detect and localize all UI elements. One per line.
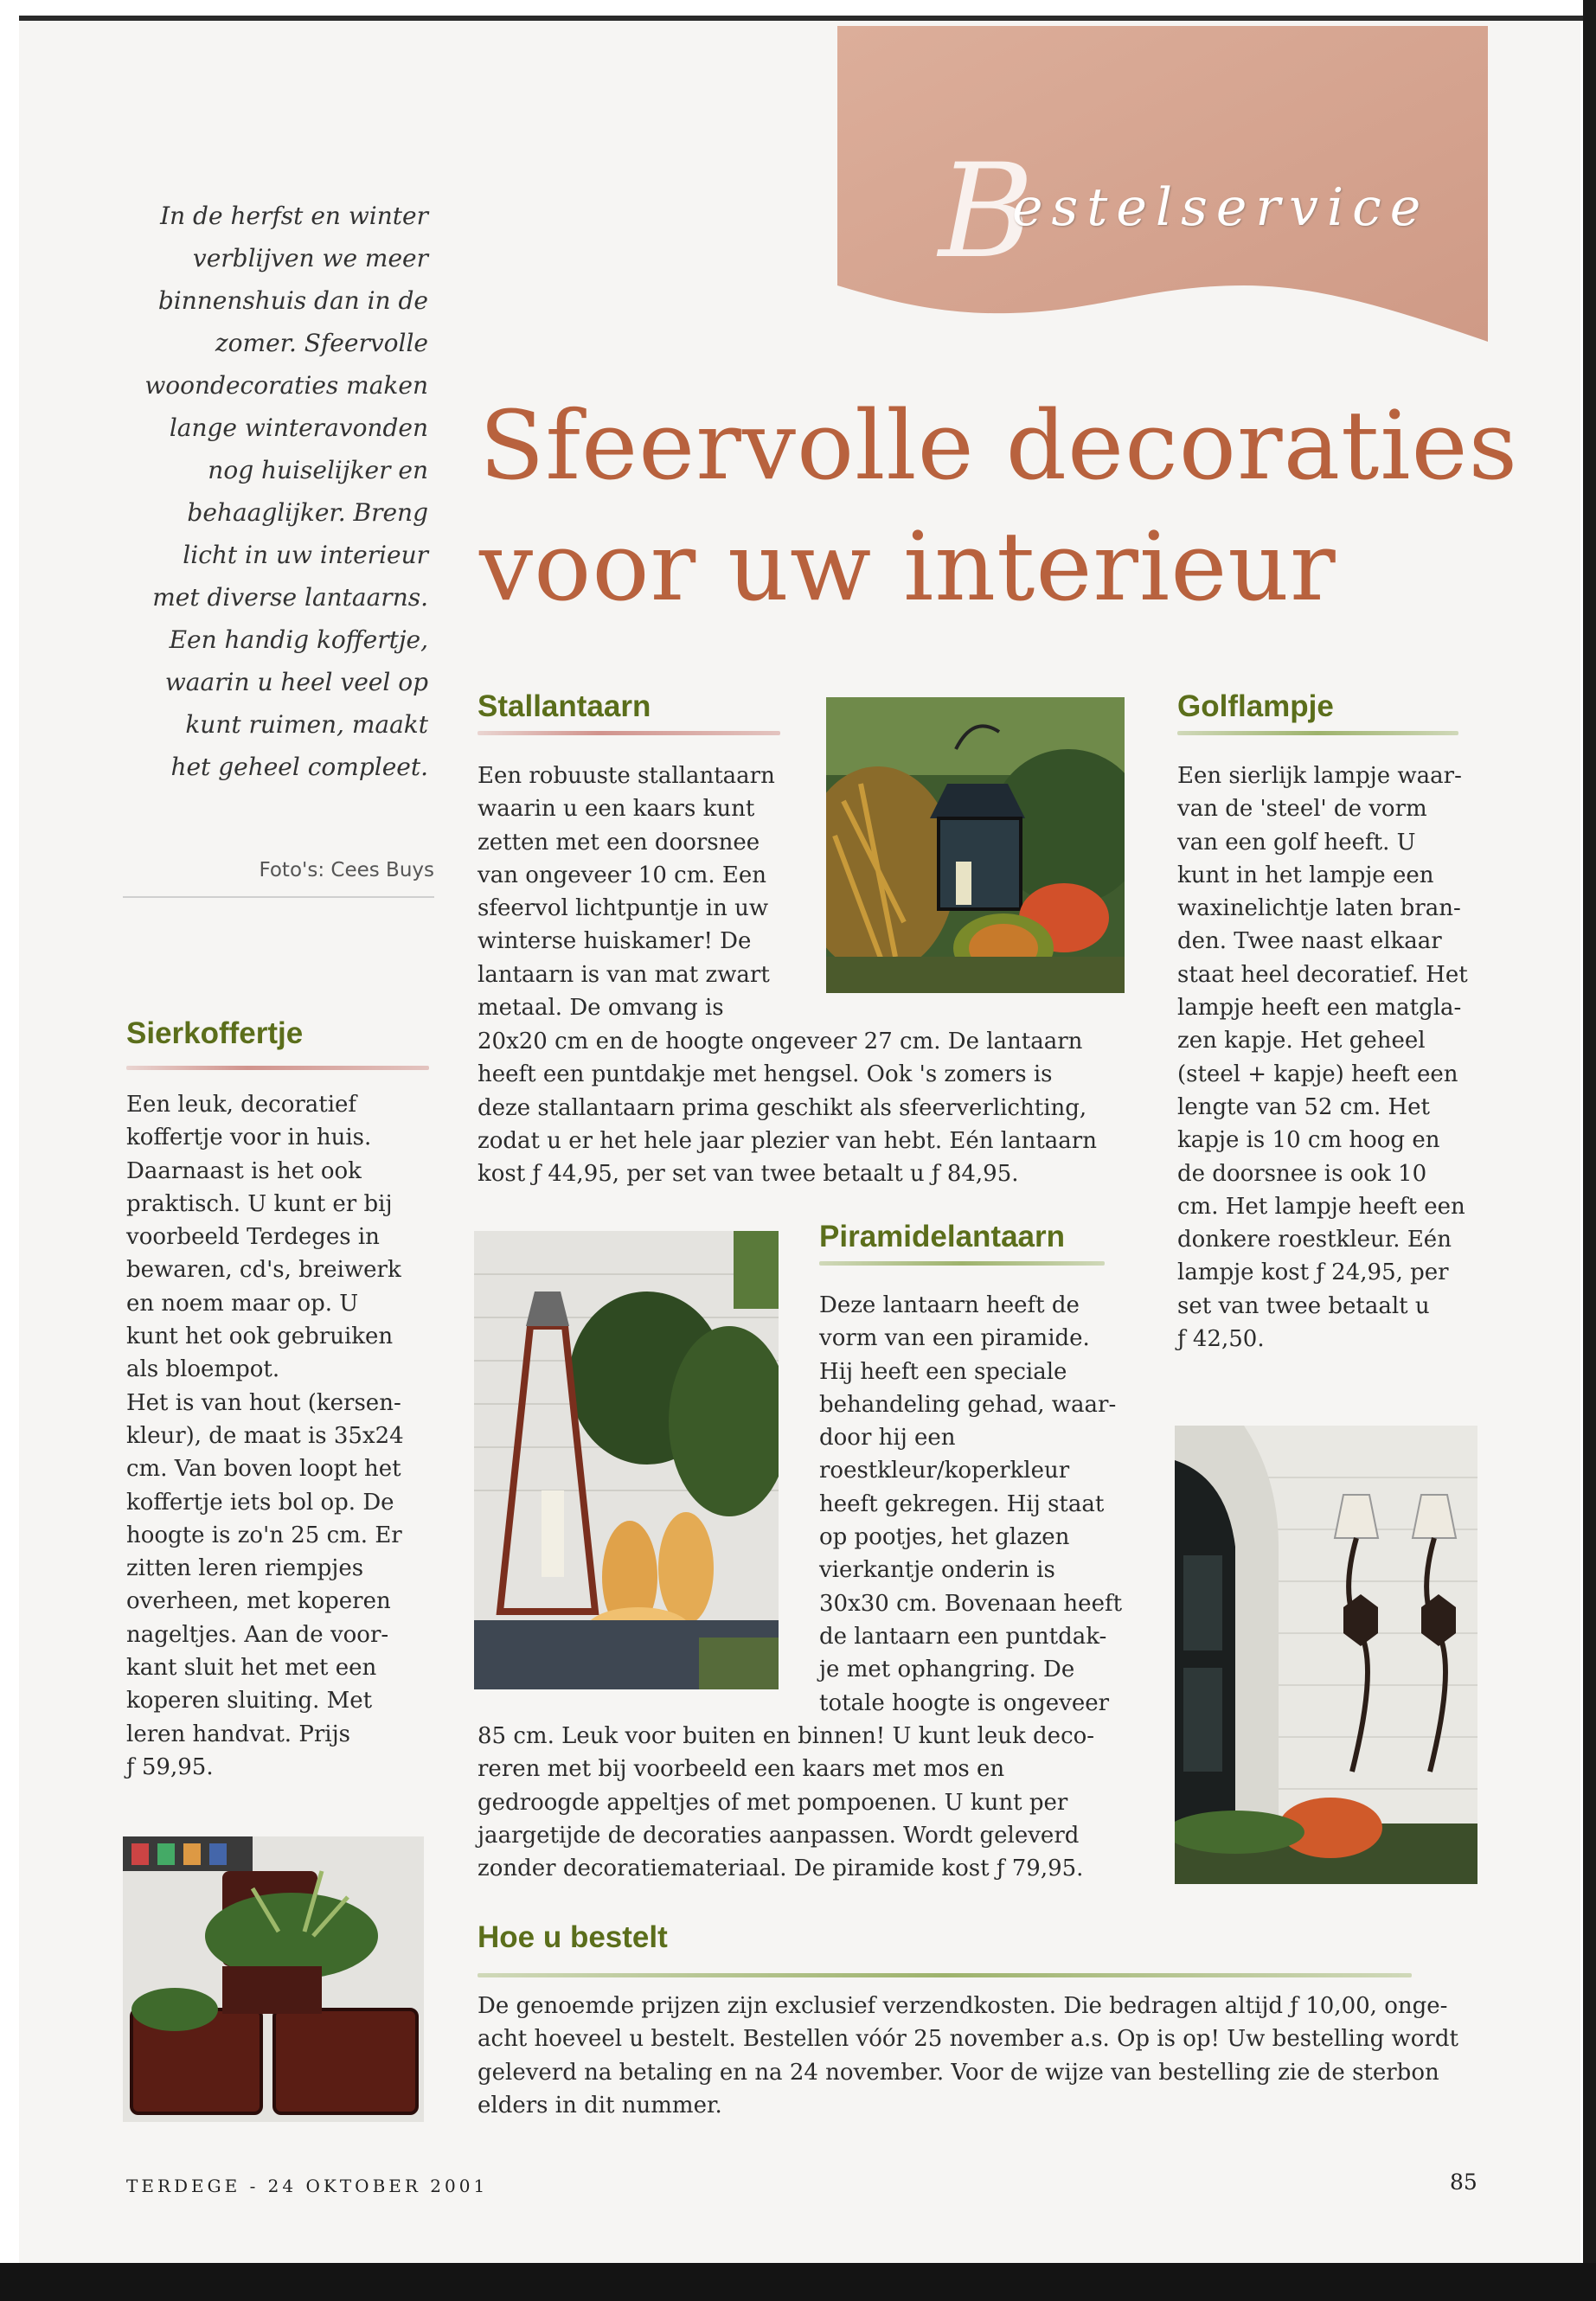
text-line: kapje is 10 cm hoog en <box>1177 1127 1440 1154</box>
text-line: ƒ 42,50. <box>1177 1326 1265 1353</box>
photo-sierkoffertje <box>123 1836 424 2122</box>
text-line: hoogte is zo'n 25 cm. Er <box>126 1522 402 1548</box>
text-line: koffertje iets bol op. De <box>126 1489 394 1516</box>
banner-title: estelservice <box>1012 177 1430 238</box>
text-line: zitten leren riempjes <box>126 1555 364 1582</box>
text-line: koffertje voor in huis. <box>126 1125 372 1151</box>
text-line: zetten met een doorsnee <box>478 829 760 856</box>
text-line: cm. Van boven loopt het <box>126 1456 401 1483</box>
headline-line: Sfeervolle decoraties <box>479 390 1519 501</box>
text-line: winterse huiskamer! De <box>478 928 752 955</box>
text-line: heeft een puntdakje met hengsel. Ook 's zomers is <box>478 1061 1053 1088</box>
text-line: de lantaarn een puntdak- <box>819 1623 1107 1650</box>
text-line: metaal. De omvang is <box>478 995 724 1022</box>
headline-line: voor uw interieur <box>479 511 1336 622</box>
text-line: behandeling gehad, waar- <box>819 1391 1117 1418</box>
text-line: licht in uw interieur <box>183 541 428 569</box>
text-line: koperen sluiting. Met <box>126 1688 373 1715</box>
section-rule <box>478 1973 1412 1977</box>
footer-publication: TERDEGE - 24 OKTOBER 2001 <box>126 2176 489 2196</box>
text-line: Deze lantaarn heeft de <box>819 1292 1080 1318</box>
text-line: verblijven we meer <box>192 244 428 272</box>
text-line: Daarnaast is het ook <box>126 1157 362 1184</box>
scan-bottom-edge <box>0 2263 1596 2301</box>
text-line: zen kapje. Het geheel <box>1177 1028 1426 1054</box>
section-title-hoe-u-bestelt: Hoe u bestelt <box>478 1920 668 1954</box>
photo-piramidelantaarn <box>474 1231 779 1689</box>
text-line: elders in dit nummer. <box>478 2092 722 2118</box>
text-line: zomer. Sfeervolle <box>215 329 428 357</box>
banner-initial: B <box>939 137 1035 287</box>
sierkoffertje-text <box>126 1088 438 1784</box>
text-line: kunt ruimen, maakt <box>185 710 428 739</box>
text-line: donkere roestkleur. Eén <box>1177 1227 1452 1253</box>
text-line: (steel + kapje) heeft een <box>1177 1061 1458 1087</box>
text-line: waarin u een kaars kunt <box>478 796 755 823</box>
text-line: leren handvat. Prijs <box>126 1721 350 1747</box>
text-line: zodat u er het hele jaar plezier van hebt. Eén lantaarn <box>478 1127 1097 1154</box>
text-line: lantaarn is van mat zwart <box>478 961 770 988</box>
text-line: vierkantje onderin is <box>819 1557 1055 1584</box>
text-line: den. Twee naast elkaar <box>1177 928 1442 955</box>
text-line: je met ophangring. De <box>819 1657 1075 1683</box>
piramidelantaarn-text-wide <box>478 1720 1135 1885</box>
golflampje-text <box>1177 760 1489 1356</box>
text-line: Hij heeft een speciale <box>819 1358 1067 1385</box>
text-line: gedroogde appeltjes of met pompoenen. U kunt per <box>478 1789 1068 1816</box>
text-line: kunt in het lampje een <box>1177 862 1434 888</box>
section-rule <box>126 1066 429 1070</box>
text-line: Een sierlijk lampje waar- <box>1177 763 1462 789</box>
text-line: ƒ 59,95. <box>126 1753 214 1780</box>
text-line: deze stallantaarn prima geschikt als sfeerverlichting, <box>478 1094 1087 1121</box>
text-line: het geheel compleet. <box>170 753 428 781</box>
text-line: staat heel decoratief. Het <box>1177 961 1468 988</box>
photo-stallantaarn <box>826 697 1125 993</box>
text-line: heeft gekregen. Hij staat <box>819 1490 1105 1517</box>
page-headline <box>479 385 1519 627</box>
text-line: nog huiselijker en <box>208 456 428 484</box>
text-line: behaaglijker. Breng <box>187 498 428 527</box>
section-rule <box>819 1261 1105 1266</box>
text-line: waarin u heel veel op <box>164 668 428 696</box>
bestellen-text <box>478 1990 1481 2122</box>
text-line: kost ƒ 44,95, per set van twee betaalt u ƒ 84,95. <box>478 1161 1019 1188</box>
text-line: 20x20 cm en de hoogte ongeveer 27 cm. De lantaarn <box>478 1029 1083 1054</box>
text-line: lampje heeft een matgla- <box>1177 995 1462 1022</box>
text-line: voorbeeld Terdeges in <box>126 1224 380 1251</box>
text-line: binnenshuis dan in de <box>157 286 428 315</box>
text-line: zonder decoratiemateriaal. De piramide kost ƒ 79,95. <box>478 1856 1084 1882</box>
text-line: In de herfst en winter <box>160 202 428 230</box>
text-line: sfeervol lichtpuntje in uw <box>478 895 769 922</box>
text-line: kant sluit het met een <box>126 1655 377 1682</box>
text-line: lange winteravonden <box>169 413 428 442</box>
text-line: 30x30 cm. Bovenaan heeft <box>819 1590 1123 1617</box>
section-title-sierkoffertje: Sierkoffertje <box>126 1016 304 1050</box>
section-rule <box>478 731 780 735</box>
text-line: praktisch. U kunt er bij <box>126 1190 393 1217</box>
text-line: lampje kost ƒ 24,95, per <box>1177 1259 1449 1286</box>
text-line: door hij een <box>819 1425 956 1452</box>
stallantaarn-text-wide <box>478 1025 1118 1190</box>
text-line: waxinelichtje laten bran- <box>1177 895 1461 922</box>
text-line: totale hoogte is ongeveer <box>819 1689 1110 1716</box>
text-line: en noem maar op. U <box>126 1290 359 1317</box>
text-line: van ongeveer 10 cm. Een <box>478 862 766 888</box>
text-line: acht hoeveel u bestelt. Bestellen vóór 25 november a.s. Op is op! Uw bestelling wordt <box>478 2026 1458 2053</box>
piramidelantaarn-text-narrow <box>819 1289 1131 1720</box>
text-line: roestkleur/koperkleur <box>819 1458 1070 1484</box>
section-title-piramidelantaarn: Piramidelantaarn <box>819 1220 1065 1253</box>
text-line: vorm van een piramide. <box>819 1325 1090 1352</box>
intro-text <box>130 195 428 788</box>
text-line: als bloempot. <box>126 1356 280 1383</box>
text-line: van de 'steel' de vorm <box>1177 796 1427 823</box>
scan-right-edge <box>1583 0 1596 2301</box>
text-line: nageltjes. Aan de voor- <box>126 1621 389 1648</box>
text-line: cm. Het lampje heeft een <box>1177 1193 1465 1220</box>
page-number: 85 <box>1450 2170 1477 2195</box>
text-line: Een leuk, decoratief <box>126 1092 357 1118</box>
section-title-golflampje: Golflampje <box>1177 689 1334 723</box>
text-line: Een handig koffertje, <box>169 625 428 654</box>
stallantaarn-text-narrow <box>478 760 806 1024</box>
divider <box>123 896 434 898</box>
text-line: Een robuuste stallantaarn <box>478 763 775 789</box>
text-line: woondecoraties maken <box>144 371 428 400</box>
section-rule <box>1177 731 1458 735</box>
text-line: set van twee betaalt u <box>1177 1292 1430 1319</box>
text-line: op pootjes, het glazen <box>819 1524 1070 1551</box>
text-line: kleur), de maat is 35x24 <box>126 1422 404 1449</box>
text-line: geleverd na betaling en na 24 november. Voor de wijze van bestelling zie de sterbon <box>478 2059 1439 2086</box>
photo-credit: Foto's: Cees Buys <box>259 859 434 881</box>
text-line: kunt het ook gebruiken <box>126 1324 394 1350</box>
text-line: jaargetijde de decoraties aanpassen. Wordt geleverd <box>478 1822 1080 1849</box>
text-line: met diverse lantaarns. <box>152 583 428 612</box>
text-line: Het is van hout (kersen- <box>126 1389 401 1416</box>
text-line: 85 cm. Leuk voor buiten en binnen! U kunt leuk deco- <box>478 1723 1095 1749</box>
text-line: overheen, met koperen <box>126 1588 391 1615</box>
text-line: bewaren, cd's, breiwerk <box>126 1257 401 1284</box>
section-title-stallantaarn: Stallantaarn <box>478 689 651 723</box>
text-line: van een golf heeft. U <box>1177 829 1416 856</box>
text-line: reren met bij voorbeeld een kaars met mos en <box>478 1756 1005 1783</box>
photo-golflampje <box>1175 1426 1477 1884</box>
text-line: de doorsnee is ook 10 <box>1177 1160 1427 1187</box>
text-line: De genoemde prijzen zijn exclusief verzendkosten. Die bedragen altijd ƒ 10,00, onge- <box>478 1993 1448 2019</box>
text-line: lengte van 52 cm. Het <box>1177 1093 1430 1120</box>
